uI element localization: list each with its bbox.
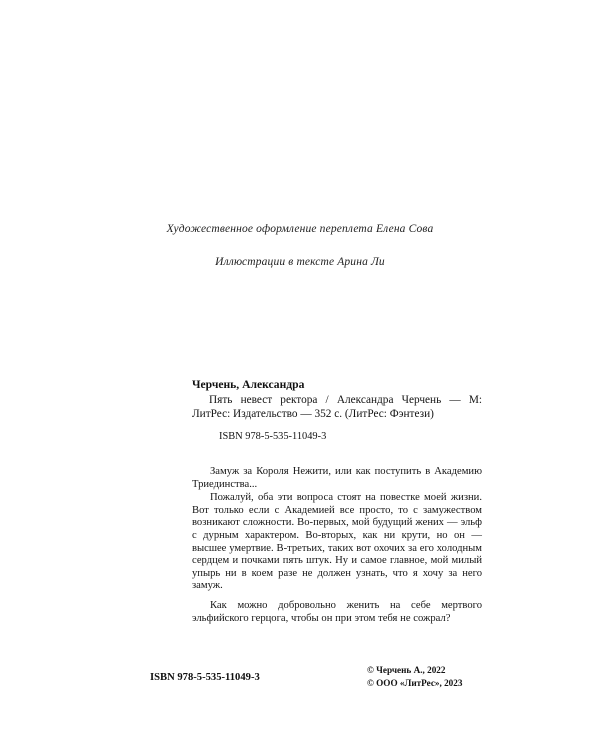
annotation-paragraph: Как можно добровольно женить на себе мертвого эльфийского герцога, чтобы он при этом тебя не сожрал? [192, 599, 482, 624]
annotation-paragraph: Пожалуй, оба эти вопроса стоят на повестке моей жизни. Вот только если с Академией все просто, то с замужеством возникают сложности. Во-первых, мой будущий жених — эльф с дурным характером. Во-вторых, как ни крути, но он — высшее умертвие. В-третьих, таких вот охочих за его холодным сердцем и почками пять штук. Ну и самое главное, мой милый упырь ни в коем разе не должен узнать, что я хочу за него замуж. [192, 492, 482, 592]
copyright-line-author: © Черчень А., 2022 [367, 665, 446, 675]
annotation-paragraph: Замуж за Короля Нежити, или как поступить в Академию Триединства... [192, 466, 482, 490]
page-footer [0, 664, 600, 698]
author-name: Черчень, Александра [192, 378, 305, 391]
biblio-description: Пять невест ректора / Александра Черчень — М: ЛитРес: Издательство — 352 с. (ЛитРес: Фэнтези) [192, 394, 482, 420]
illustrations-credit: Иллюстрации в тексте Арина Ли [215, 256, 385, 268]
copyright-line-publisher: © ООО «ЛитРес», 2023 [367, 677, 463, 688]
bibliographic-record [192, 378, 482, 443]
credits-block [0, 222, 600, 269]
isbn-record: ISBN 978-5-535-11049-3 [219, 431, 327, 443]
cover-design-credit: Художественное оформление переплета Елена Сова [166, 223, 434, 235]
copyright-block [367, 664, 527, 689]
annotation-block [192, 466, 482, 625]
footer-isbn: ISBN 978-5-535-11049-3 [150, 672, 260, 683]
